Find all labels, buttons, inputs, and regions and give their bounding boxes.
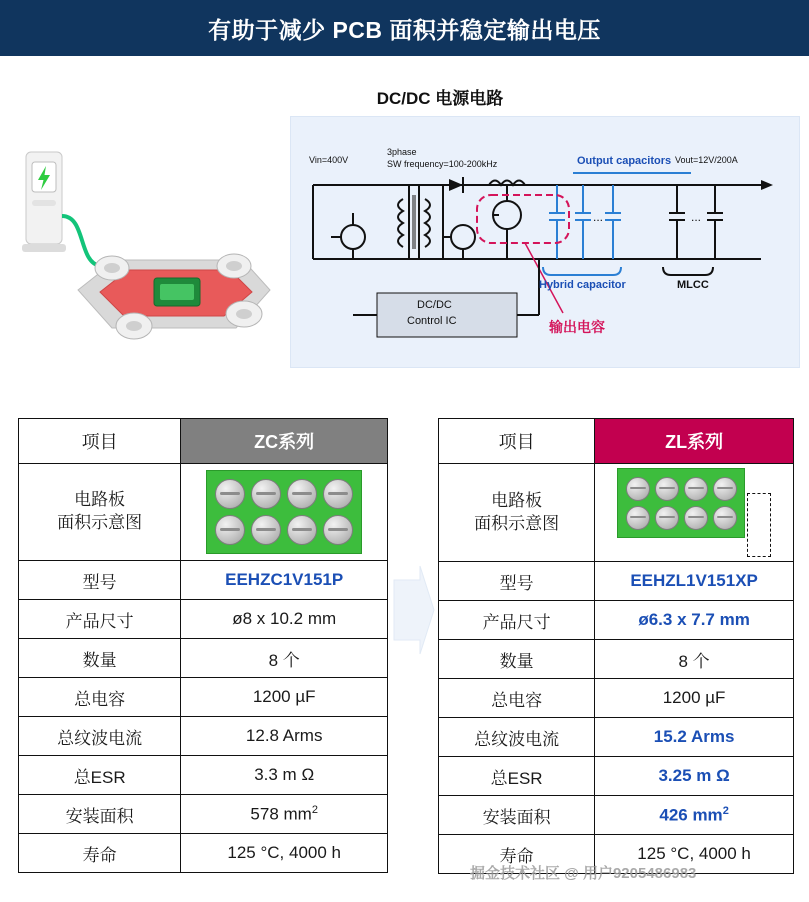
capacitor-icon — [287, 515, 317, 545]
pcb-row — [623, 503, 739, 532]
row-label-model: 型号 — [439, 562, 595, 601]
table-row — [19, 600, 388, 639]
svg-text:...: ... — [691, 210, 702, 224]
label-mlcc: MLCC — [677, 279, 709, 291]
table-row — [439, 718, 794, 757]
table-row — [439, 757, 794, 796]
pcb-board-graphic-zc — [181, 464, 388, 561]
table-row — [439, 796, 794, 835]
capacitor-icon — [215, 515, 245, 545]
pcb-area-label-line2: 面积示意图 — [57, 513, 143, 532]
pcb-board-zl — [617, 468, 745, 538]
row-value-esr: 3.3 m Ω — [181, 756, 388, 795]
row-value-mount-area — [181, 795, 388, 834]
row-value-ripple: 15.2 Arms — [595, 718, 794, 757]
svg-text:...: ... — [593, 210, 604, 224]
table-row — [439, 679, 794, 718]
mount-area-value: 426 mm — [659, 805, 723, 825]
table-row — [19, 464, 388, 561]
capacitor-icon — [251, 479, 281, 509]
row-label-esr: 总ESR — [439, 757, 595, 796]
pcb-board-graphic-zl — [595, 464, 794, 562]
row-label-lifetime: 寿命 — [19, 834, 181, 873]
table-header-row — [439, 419, 794, 464]
table-row — [19, 717, 388, 756]
mount-area-sup: 2 — [311, 803, 318, 816]
mount-area-sup: 2 — [722, 804, 729, 817]
table-row — [439, 464, 794, 562]
row-value-quantity: 8 个 — [595, 640, 794, 679]
label-hybrid-capacitor: Hybrid capacitor — [539, 279, 626, 291]
capacitor-icon — [251, 515, 281, 545]
row-value-esr: 3.25 m Ω — [595, 757, 794, 796]
label-control-ic-line1: DC/DC — [417, 299, 452, 311]
table-row — [19, 795, 388, 834]
row-value-quantity: 8 个 — [181, 639, 388, 678]
row-value-capacitance: 1200 µF — [595, 679, 794, 718]
capacitor-icon — [655, 506, 679, 530]
row-label-model: 型号 — [19, 561, 181, 600]
dcdc-circuit-diagram — [290, 116, 800, 368]
table-row — [19, 756, 388, 795]
header-item-cell: 项目 — [19, 419, 181, 464]
pcb-board-zc — [206, 470, 362, 554]
pcb-area-label-line1: 电路板 — [491, 490, 543, 510]
row-value-model: EEHZC1V151P — [181, 561, 388, 600]
capacitor-icon — [287, 479, 317, 509]
row-value-mount-area — [595, 796, 794, 835]
capacitor-icon — [323, 515, 353, 545]
capacitor-icon — [215, 479, 245, 509]
capacitor-icon — [713, 477, 737, 501]
label-output-capacitors: Output capacitors — [577, 155, 672, 167]
table-row — [439, 562, 794, 601]
row-value-lifetime: 125 °C, 4000 h — [595, 835, 794, 874]
row-value-capacitance: 1200 µF — [181, 678, 388, 717]
label-control-ic-line2: Control IC — [407, 315, 457, 327]
row-label-mount-area: 安装面积 — [439, 796, 595, 835]
pcb-area-label — [19, 464, 181, 561]
row-value-size: ø8 x 10.2 mm — [181, 600, 388, 639]
table-row — [19, 834, 388, 873]
table-header-row — [19, 419, 388, 464]
row-value-model: EEHZL1V151XP — [595, 562, 794, 601]
zl-series-table — [438, 418, 794, 874]
capacitor-icon — [626, 506, 650, 530]
capacitor-icon — [655, 477, 679, 501]
capacitor-icon — [323, 479, 353, 509]
pcb-row — [623, 474, 739, 503]
capacitor-icon — [684, 506, 708, 530]
pcb-row — [212, 476, 356, 512]
capacitor-icon — [713, 506, 737, 530]
mount-area-value: 578 mm — [250, 804, 312, 824]
row-label-ripple: 总纹波电流 — [439, 718, 595, 757]
row-label-size: 产品尺寸 — [19, 600, 181, 639]
row-label-quantity: 数量 — [19, 639, 181, 678]
pcb-area-label — [439, 464, 595, 562]
page-title: 有助于减少 PCB 面积并稳定输出电压 — [208, 16, 601, 43]
ev-chassis-icon — [78, 254, 270, 339]
area-saved-indicator — [747, 493, 771, 557]
pcb-area-label-line2: 面积示意图 — [474, 513, 560, 533]
label-sw-frequency: SW frequency=100-200kHz — [387, 159, 498, 169]
row-value-ripple: 12.8 Arms — [181, 717, 388, 756]
capacitor-icon — [684, 477, 708, 501]
pcb-area-label-line1: 电路板 — [74, 490, 126, 510]
row-label-size: 产品尺寸 — [439, 601, 595, 640]
row-label-ripple: 总纹波电流 — [19, 717, 181, 756]
header-series-cell: ZL系列 — [595, 419, 794, 464]
table-row — [439, 640, 794, 679]
row-label-capacitance: 总电容 — [439, 679, 595, 718]
row-label-quantity: 数量 — [439, 640, 595, 679]
table-row — [19, 678, 388, 717]
label-vout: Vout=12V/200A — [675, 155, 738, 165]
row-label-lifetime: 寿命 — [439, 835, 595, 874]
charger-station-icon — [22, 152, 66, 252]
watermark: 掘金技术社区 @ 用户9205486983 — [470, 865, 697, 882]
zc-series-table — [18, 418, 388, 873]
page-header — [0, 0, 809, 56]
label-output-capacitor-callout: 输出电容 — [549, 319, 605, 335]
header-series-cell: ZC系列 — [181, 419, 388, 464]
table-row — [19, 639, 388, 678]
label-3phase: 3phase — [387, 147, 417, 157]
capacitor-icon — [626, 477, 650, 501]
ev-charging-illustration — [8, 120, 288, 370]
comparison-arrow-icon — [392, 560, 436, 660]
row-value-size: ø6.3 x 7.7 mm — [595, 601, 794, 640]
table-row — [19, 561, 388, 600]
diagram-caption: DC/DC 电源电路 — [376, 89, 504, 108]
pcb-row — [212, 512, 356, 548]
table-row — [439, 601, 794, 640]
row-label-mount-area: 安装面积 — [19, 795, 181, 834]
row-value-lifetime: 125 °C, 4000 h — [181, 834, 388, 873]
row-label-esr: 总ESR — [19, 756, 181, 795]
row-label-capacitance: 总电容 — [19, 678, 181, 717]
header-item-cell: 项目 — [439, 419, 595, 464]
label-vin: Vin=400V — [309, 155, 349, 165]
